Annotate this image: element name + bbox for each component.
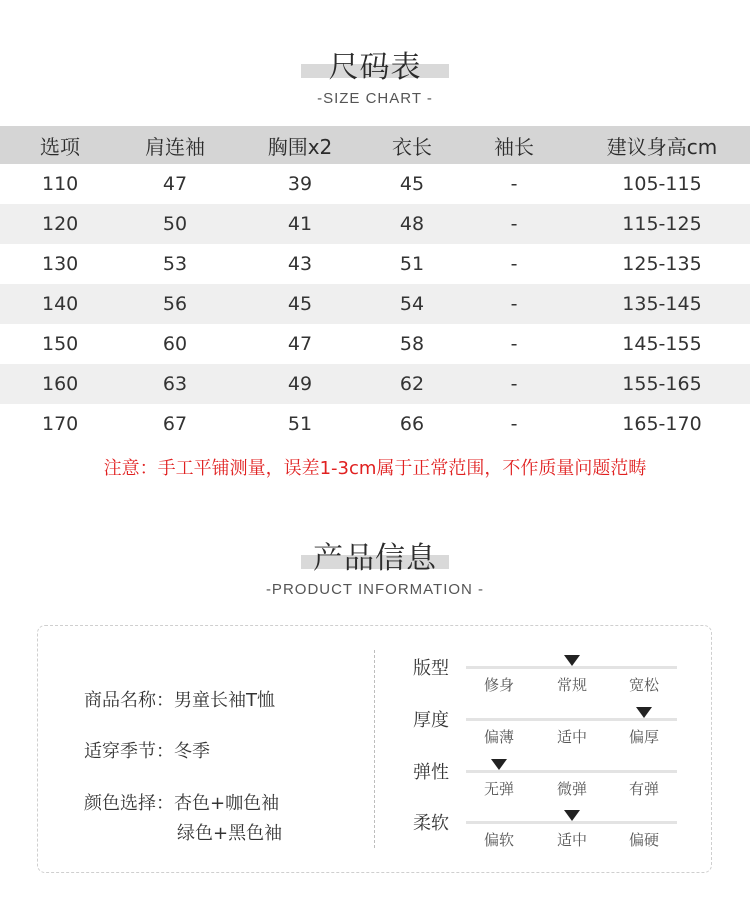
attribute-scale: [413, 809, 693, 859]
cell-length: 45: [399, 173, 425, 195]
header-sleeve: 袖长: [494, 134, 534, 159]
cell-length: 51: [399, 253, 425, 275]
cell-option: 150: [42, 333, 79, 355]
color-label: 颜色选择：: [84, 793, 174, 814]
header-length: 衣长: [392, 134, 432, 159]
cell-option: 120: [42, 213, 79, 235]
cell-height: 115-125: [622, 213, 702, 235]
cell-length: 58: [399, 333, 425, 355]
color-line: [84, 789, 279, 815]
table-row: [0, 284, 750, 324]
table-row: [0, 244, 750, 284]
product-name-label: 商品名称：: [84, 690, 174, 711]
triangle-down-icon: [491, 759, 507, 770]
cell-chest: 41: [287, 213, 313, 235]
cell-chest: 45: [287, 293, 313, 315]
attribute-scale: [413, 654, 693, 704]
table-row: [0, 404, 750, 444]
cell-height: 165-170: [622, 413, 702, 435]
cell-length: 48: [399, 213, 425, 235]
attribute-option: 偏硬: [628, 831, 660, 849]
attribute-scale: [413, 706, 693, 756]
attribute-option: 宽松: [628, 676, 660, 694]
cell-shoulder-sleeve: 50: [162, 213, 188, 235]
product-info-subtitle: -PRODUCT INFORMATION -: [265, 581, 485, 598]
cell-height: 105-115: [622, 173, 702, 195]
attribute-scale: [413, 758, 693, 808]
attribute-option: 偏厚: [628, 728, 660, 746]
cell-shoulder-sleeve: 67: [162, 413, 188, 435]
product-name-line: [84, 686, 275, 712]
triangle-down-icon: [564, 655, 580, 666]
cell-sleeve: -: [510, 293, 518, 315]
attribute-option: 修身: [483, 676, 515, 694]
attribute-option: 微弹: [556, 780, 588, 798]
cell-shoulder-sleeve: 60: [162, 333, 188, 355]
attribute-option: 适中: [556, 831, 588, 849]
attribute-track: [466, 666, 677, 669]
cell-length: 62: [399, 373, 425, 395]
product-info-heading: [0, 533, 750, 598]
attribute-track: [466, 718, 677, 721]
product-name-value: 男童长袖T恤: [174, 690, 275, 711]
cell-option: 140: [42, 293, 79, 315]
cell-height: 125-135: [622, 253, 702, 275]
cell-length: 66: [399, 413, 425, 435]
attribute-option: 常规: [556, 676, 588, 694]
table-row: [0, 364, 750, 404]
color-value-1: 杏色+咖色袖: [174, 793, 280, 814]
cell-length: 54: [399, 293, 425, 315]
cell-chest: 47: [287, 333, 313, 355]
info-divider: [374, 650, 375, 848]
season-value: 冬季: [174, 741, 210, 762]
attribute-label: 柔软: [413, 813, 449, 834]
cell-chest: 39: [287, 173, 313, 195]
cell-sleeve: -: [510, 373, 518, 395]
cell-sleeve: -: [510, 173, 518, 195]
cell-height: 145-155: [622, 333, 702, 355]
cell-shoulder-sleeve: 63: [162, 373, 188, 395]
product-info-title: 产品信息: [313, 541, 437, 576]
cell-sleeve: -: [510, 333, 518, 355]
size-chart-title: 尺码表: [328, 50, 422, 85]
measurement-notice: 注意：手工平铺测量，误差1-3cm属于正常范围，不作质量问题范畴: [103, 458, 647, 479]
cell-sleeve: -: [510, 413, 518, 435]
header-option: 选项: [40, 134, 80, 159]
triangle-down-icon: [564, 810, 580, 821]
cell-option: 170: [42, 413, 79, 435]
triangle-down-icon: [636, 707, 652, 718]
attribute-track: [466, 770, 677, 773]
season-line: [84, 737, 210, 763]
table-row: [0, 164, 750, 204]
attribute-option: 有弹: [628, 780, 660, 798]
size-chart-subtitle: -SIZE CHART -: [317, 90, 433, 107]
header-chest: 胸围x2: [267, 134, 333, 159]
attribute-label: 弹性: [413, 762, 449, 783]
attribute-option: 偏软: [483, 831, 515, 849]
cell-height: 155-165: [622, 373, 702, 395]
table-row: [0, 324, 750, 364]
cell-shoulder-sleeve: 56: [162, 293, 188, 315]
cell-shoulder-sleeve: 47: [162, 173, 188, 195]
table-row: [0, 204, 750, 244]
color-line-2: [177, 819, 282, 845]
size-table: [0, 126, 750, 444]
cell-chest: 51: [287, 413, 313, 435]
season-label: 适穿季节：: [84, 741, 174, 762]
size-table-header: [0, 126, 750, 164]
header-shoulder-sleeve: 肩连袖: [145, 134, 205, 159]
cell-height: 135-145: [622, 293, 702, 315]
attribute-option: 偏薄: [483, 728, 515, 746]
cell-option: 160: [42, 373, 79, 395]
attribute-option: 无弹: [483, 780, 515, 798]
attribute-track: [466, 821, 677, 824]
attribute-label: 厚度: [413, 710, 449, 731]
color-value-2: 绿色+黑色袖: [177, 823, 283, 844]
attribute-label: 版型: [413, 658, 449, 679]
cell-sleeve: -: [510, 253, 518, 275]
attribute-option: 适中: [556, 728, 588, 746]
cell-option: 110: [42, 173, 79, 195]
cell-chest: 49: [287, 373, 313, 395]
header-height: 建议身高cm: [606, 134, 718, 159]
cell-shoulder-sleeve: 53: [162, 253, 188, 275]
cell-sleeve: -: [510, 213, 518, 235]
size-chart-heading: [0, 42, 750, 107]
cell-option: 130: [42, 253, 79, 275]
cell-chest: 43: [287, 253, 313, 275]
